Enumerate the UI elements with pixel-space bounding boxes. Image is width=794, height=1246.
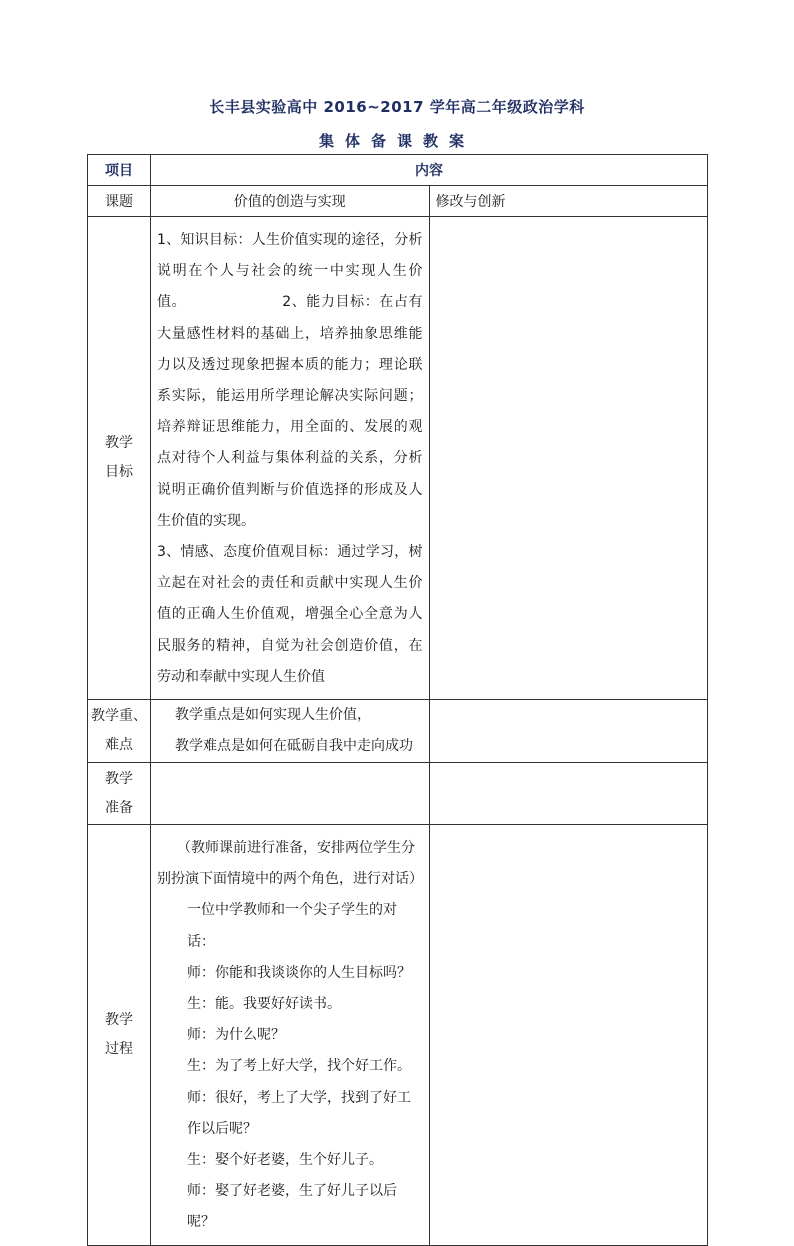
key-label-line2: 难点 bbox=[105, 737, 133, 754]
goals-knowledge: 1、知识目标：人生价值实现的途径，分析说明在个人与社会的统一中实现人生价值。 bbox=[157, 232, 423, 311]
dialogue-line: 生：娶个好老婆，生个好儿子。 bbox=[187, 1152, 383, 1169]
prep-row bbox=[88, 763, 708, 825]
dialogue-line: 一位中学教师和一个尖子学生的对话： bbox=[187, 902, 397, 950]
revision-header: 修改与创新 bbox=[429, 186, 708, 217]
goals-row bbox=[88, 217, 708, 700]
topic-row bbox=[88, 186, 708, 217]
goals-revision bbox=[429, 217, 708, 700]
process-intro: （教师课前进行准备，安排两位学生分别扮演下面情境中的两个角色，进行对话） bbox=[157, 840, 423, 888]
key-point-line: 教学重点是如何实现人生价值， bbox=[175, 707, 371, 724]
dialogue-line: 师：娶了好老婆，生了好儿子以后呢？ bbox=[187, 1183, 397, 1231]
table-header-row bbox=[88, 155, 708, 186]
dialogue-line: 生：能。我要好好读书。 bbox=[187, 996, 341, 1013]
process-label bbox=[88, 825, 151, 1246]
prep-content bbox=[151, 763, 430, 825]
goals-ability: 2、能力目标：在占有大量感性材料的基础上，培养抽象思维能力以及透过现象把握本质的能力；理论联系实际，能运用所学理论解决实际问题；培养辩证思维能力，用全面的、发展的观点对待个人利益与集体利益的关系，分析说明正确价值判断与价值选择的形成及人生价值的实现。 bbox=[157, 294, 423, 529]
topic-label: 课题 bbox=[88, 186, 151, 217]
document-subtitle: 集体备课教案 bbox=[318, 132, 475, 150]
header-content: 内容 bbox=[151, 155, 708, 186]
process-row bbox=[88, 825, 708, 1246]
prep-revision bbox=[429, 763, 708, 825]
goals-content bbox=[151, 217, 430, 700]
key-points-revision bbox=[429, 700, 708, 763]
document-title: 长丰县实验高中 2016~2017 学年高二年级政治学科 bbox=[209, 98, 585, 116]
header-item: 项目 bbox=[88, 155, 151, 186]
prep-label-line2: 准备 bbox=[105, 799, 133, 816]
key-label-line1: 教学重、 bbox=[91, 708, 147, 725]
process-label-line1: 教学 bbox=[105, 1011, 133, 1028]
goals-label-line2: 目标 bbox=[105, 464, 133, 481]
goals-emotion: 3、情感、态度价值观目标：通过学习，树立起在对社会的责任和贡献中实现人生价值的正确人生价值观，增强全心全意为人民服务的精神，自觉为社会创造价值，在劳动和奉献中实现人生价值 bbox=[157, 544, 423, 685]
prep-label bbox=[88, 763, 151, 825]
key-points-label bbox=[88, 700, 151, 763]
process-content bbox=[151, 825, 430, 1246]
process-label-line2: 过程 bbox=[105, 1040, 133, 1057]
process-revision bbox=[429, 825, 708, 1246]
difficult-point-line: 教学难点是如何在砥砺自我中走向成功 bbox=[175, 738, 413, 755]
prep-label-line1: 教学 bbox=[105, 770, 133, 787]
goals-label-line1: 教学 bbox=[105, 435, 133, 452]
dialogue-line: 生：为了考上好大学，找个好工作。 bbox=[187, 1058, 411, 1075]
lesson-plan-table bbox=[87, 154, 708, 1246]
key-points-content bbox=[151, 700, 430, 763]
key-points-row bbox=[88, 700, 708, 763]
dialogue-line: 师：你能和我谈谈你的人生目标吗？ bbox=[187, 964, 411, 981]
topic-value: 价值的创造与实现 bbox=[151, 186, 430, 217]
dialogue-line: 师：很好，考上了大学，找到了好工作以后呢？ bbox=[187, 1089, 411, 1137]
goals-label bbox=[88, 217, 151, 700]
dialogue-line: 师：为什么呢？ bbox=[187, 1027, 285, 1044]
